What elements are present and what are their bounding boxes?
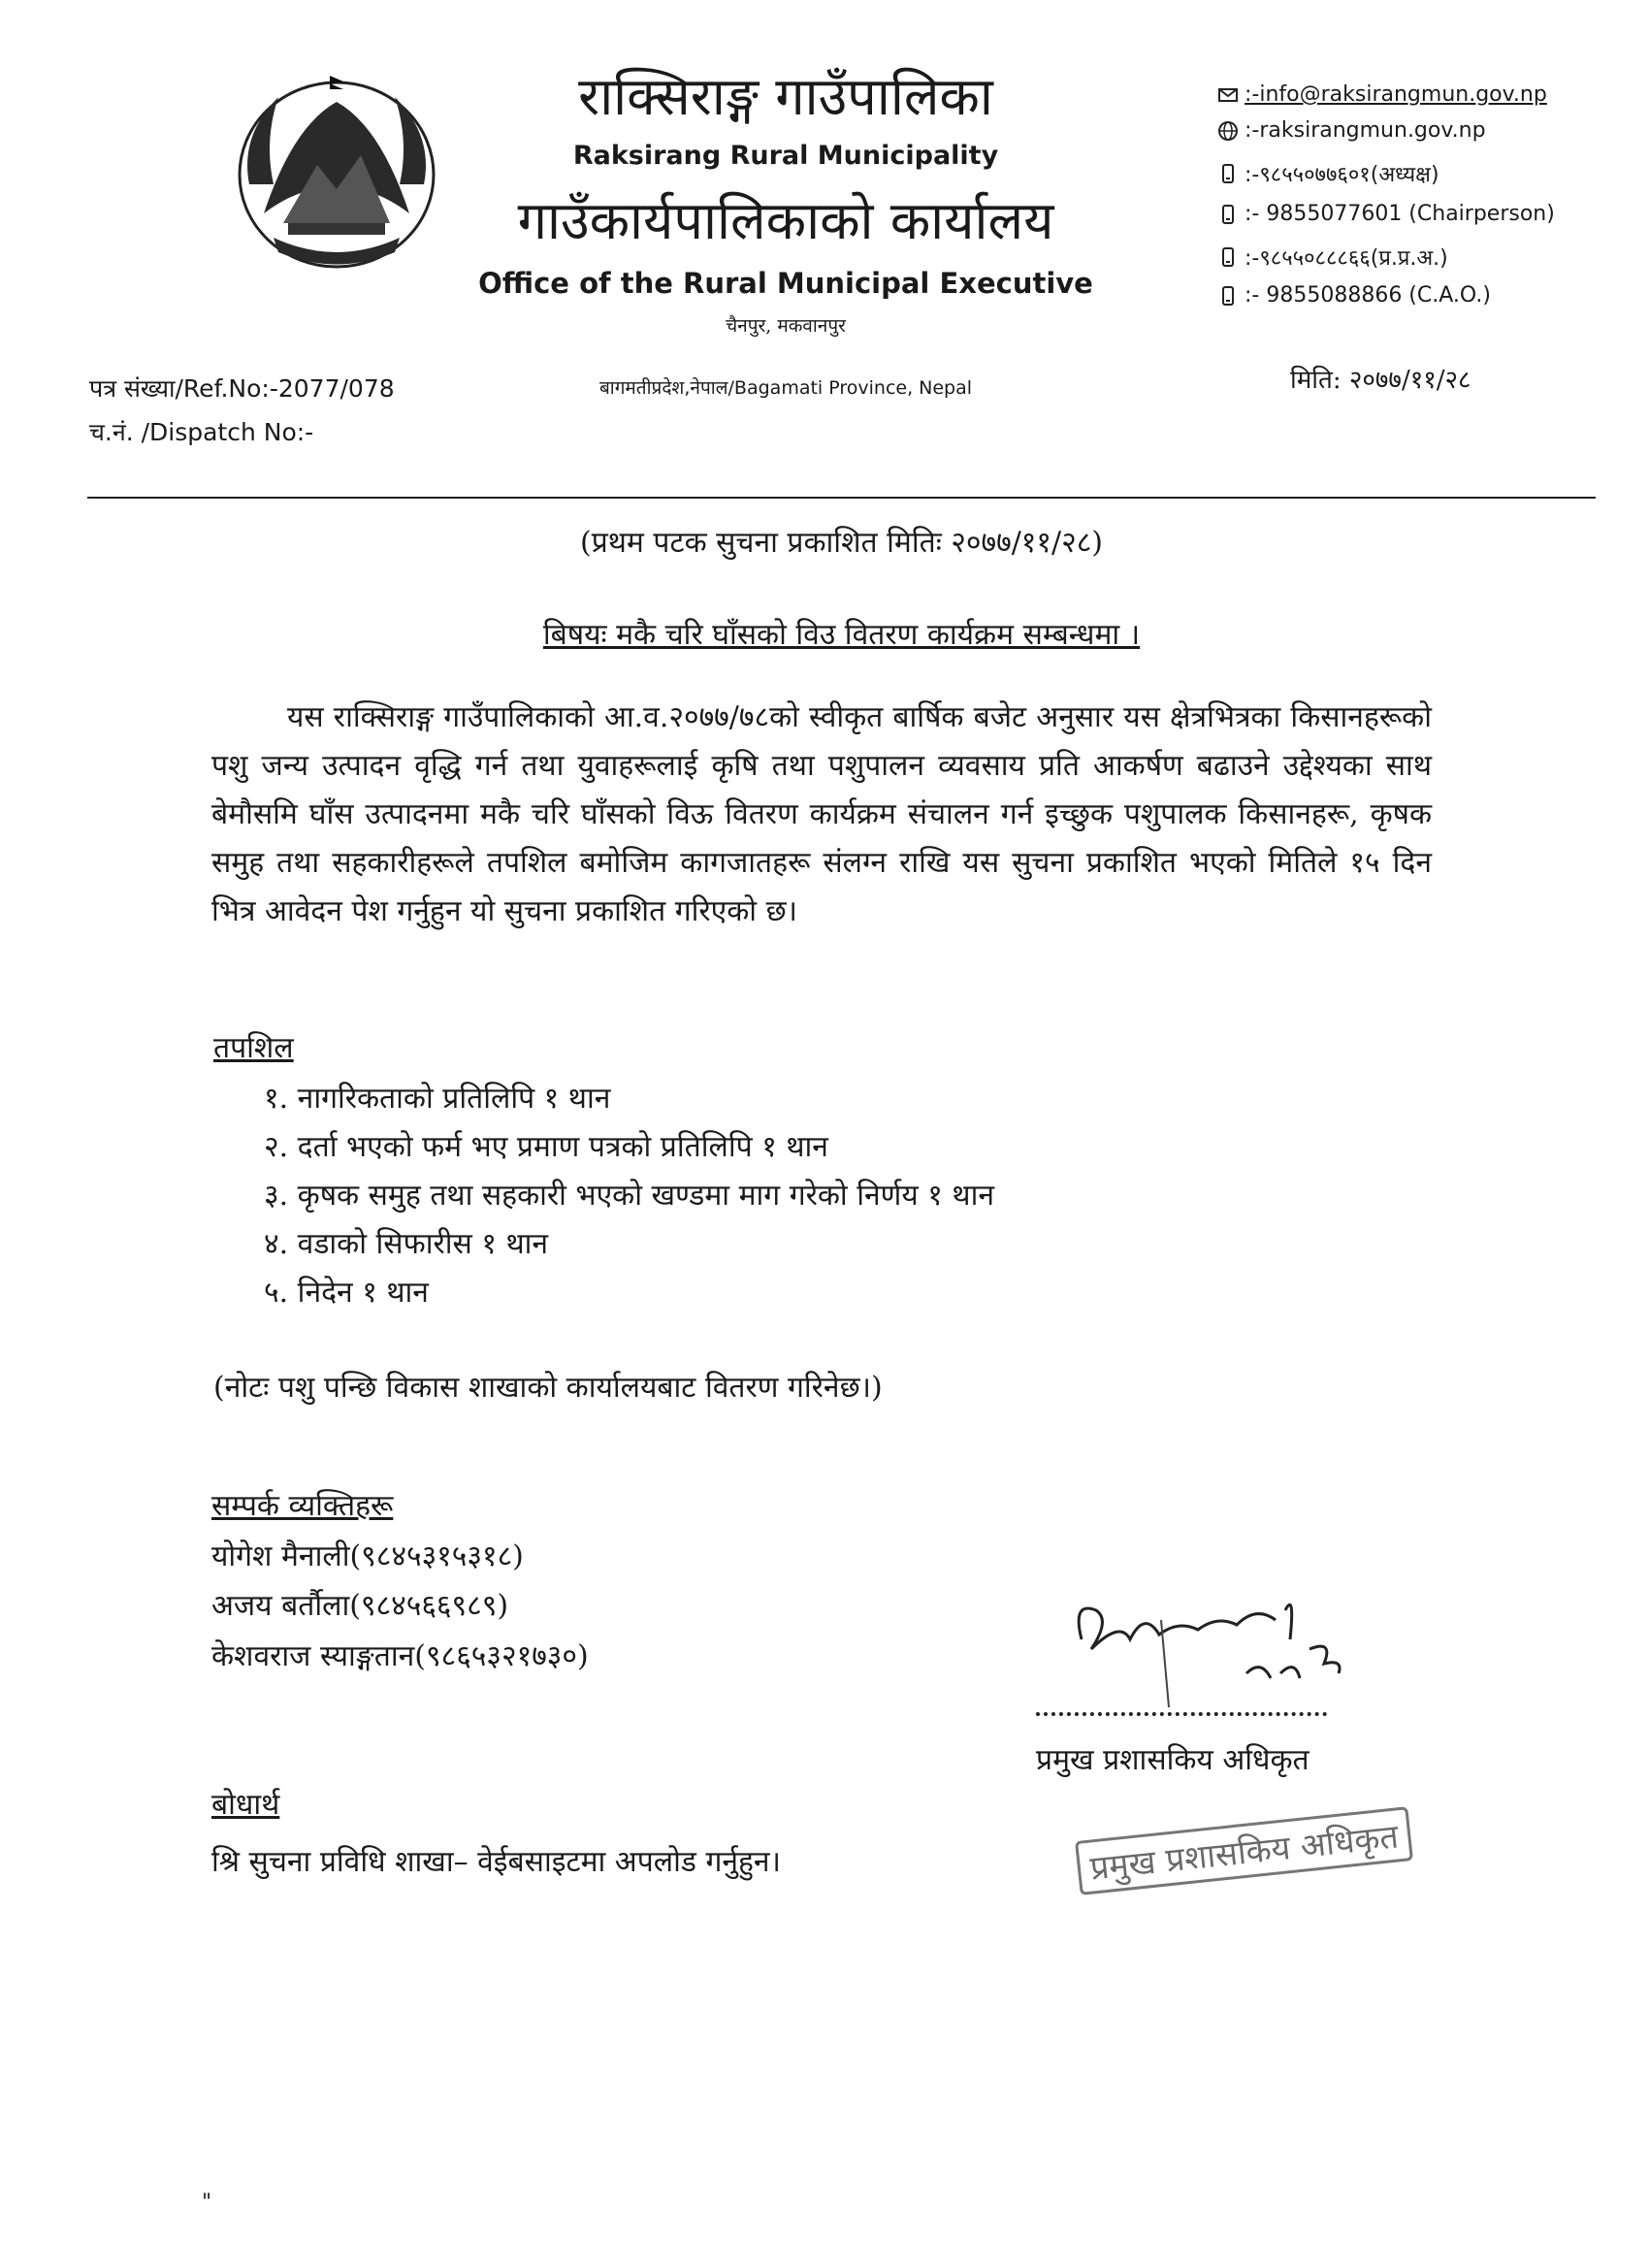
- handwritten-signature: [1052, 1581, 1373, 1717]
- municipality-name-nepali: राक्सिराङ्ग गाउँपालिका: [578, 66, 993, 127]
- list-item: ४. वडाको सिफारीस १ थान: [264, 1227, 549, 1261]
- contact-phone-text: :-९८५५०७७६०१(अध्यक्ष): [1245, 163, 1439, 187]
- dispatch-number: च.नं. /Dispatch No:-: [89, 418, 314, 446]
- subject-line: [87, 613, 1596, 653]
- phone-icon: [1217, 285, 1239, 307]
- contact-phone-cao-np: [1217, 243, 1448, 272]
- cc-recipient: श्रि सुचना प्रविधि शाखा– वेईबसाइटमा अपलोड गर्नुहुन।: [211, 1845, 781, 1879]
- footer-mark: ": [202, 2190, 212, 2215]
- first-published-date: (प्रथम पटक सुचना प्रकाशित मितिः २०७७/११/२८): [579, 526, 1104, 560]
- list-item: १. नागरिकताको प्रतिलिपि १ थान: [264, 1082, 611, 1116]
- contact-phone-chair-en: [1217, 202, 1555, 226]
- letter-date: मिति: २०७७/११/२८: [1290, 366, 1471, 395]
- email-icon: [1217, 84, 1239, 106]
- contact-person: अजय बर्तौला(९८४५६६९८९): [211, 1589, 509, 1623]
- globe-icon: [1217, 120, 1239, 142]
- contact-persons-heading: सम्पर्क व्यक्तिहरू: [211, 1489, 394, 1523]
- contact-phone-chair-np: [1217, 159, 1439, 188]
- phone-icon: [1217, 163, 1239, 184]
- tapashil-list: [264, 1075, 994, 1317]
- contact-email-text: :-info@raksirangmun.gov.np: [1245, 82, 1547, 107]
- phone-icon: [1217, 204, 1239, 225]
- contact-website-text: :-raksirangmun.gov.np: [1245, 118, 1486, 143]
- phone-icon: [1217, 246, 1239, 268]
- subject-text: बिषयः मकै चरि घाँसको विउ वितरण कार्यक्रम सम्बन्धमा ।: [542, 618, 1141, 652]
- signature-line: [1036, 1712, 1327, 1716]
- notice-paragraph: यस राक्सिराङ्ग गाउँपालिकाको आ.व.२०७७/७८को स्वीकृत बार्षिक बजेट अनुसार यस क्षेत्रभित्रका किसानहरूको पशु जन्य उत्पादन वृद्धि गर्न तथा युवाहरूलाई कृषि तथा पशुपालन व्यवसाय प्रति आकर्षण बढाउने उद्देश्यका साथ बेमौसमि घाँस उत्पादनमा मकै चरि घाँसको विऊ वितरण कार्यक्रम संचालन गर्न इच्छुक पशुपालक किसानहरू, कृषक समुह तथा सहकारीहरूले तपशिल बमोजिम कागजातहरू संलग्न राखि यस सुचना प्रकाशित भएको मितिले १५ दिन भित्र आवेदन पेश गर्नुहुन यो सुचना प्रकाशित गरिएको छ।: [211, 700, 1432, 928]
- list-item: ३. कृषक समुह तथा सहकारी भएको खण्डमा माग गरेको निर्णय १ थान: [264, 1179, 995, 1213]
- list-item: २. दर्ता भएको फर्म भए प्रमाण पत्रको प्रतिलिपि १ थान: [264, 1130, 828, 1164]
- contact-phone-cao-en: [1217, 283, 1491, 308]
- office-name-nepali: गाउँकार्यपालिकाको कार्यालय: [517, 190, 1054, 251]
- municipality-name-english: Raksirang Rural Municipality: [572, 141, 999, 171]
- contact-phone-text: :- 9855077601 (Chairperson): [1245, 202, 1555, 226]
- reference-number: पत्र संख्या/Ref.No:-2077/078: [89, 374, 395, 403]
- tapashil-heading: तपशिल: [213, 1031, 294, 1065]
- official-stamp: प्रमुख प्रशासकिय अधिकृत: [1075, 1806, 1413, 1895]
- province-line: बागमतीप्रदेश,नेपाल/Bagamati Province, Nepal: [598, 377, 973, 399]
- contact-person: केशवराज स्याङ्गतान(९८६५३२१७३०): [211, 1639, 589, 1673]
- office-name-english: Office of the Rural Municipal Executive: [478, 267, 1093, 300]
- contact-person: योगेश मैनाली(९८४५३१५३१८): [211, 1539, 524, 1573]
- header-divider: [87, 497, 1596, 499]
- contact-phone-text: :- 9855088866 (C.A.O.): [1245, 283, 1491, 308]
- office-address: चैनपुर, मकवानपुर: [726, 315, 846, 337]
- signatory-title: प्रमुख प्रशासकिय अधिकृत: [1036, 1743, 1310, 1777]
- contact-website[interactable]: [1217, 118, 1486, 143]
- contact-phone-text: :-९८५५०८८८६६(प्र.प्र.अ.): [1245, 246, 1448, 271]
- distribution-note: (नोटः पशु पन्छि विकास शाखाको कार्यालयबाट वितरण गरिनेछ।): [213, 1371, 883, 1405]
- list-item: ५. निदेन १ थान: [264, 1276, 429, 1310]
- emblem-logo: [225, 68, 448, 276]
- cc-heading: बोधार्थ: [211, 1788, 280, 1822]
- contact-email[interactable]: [1217, 82, 1547, 107]
